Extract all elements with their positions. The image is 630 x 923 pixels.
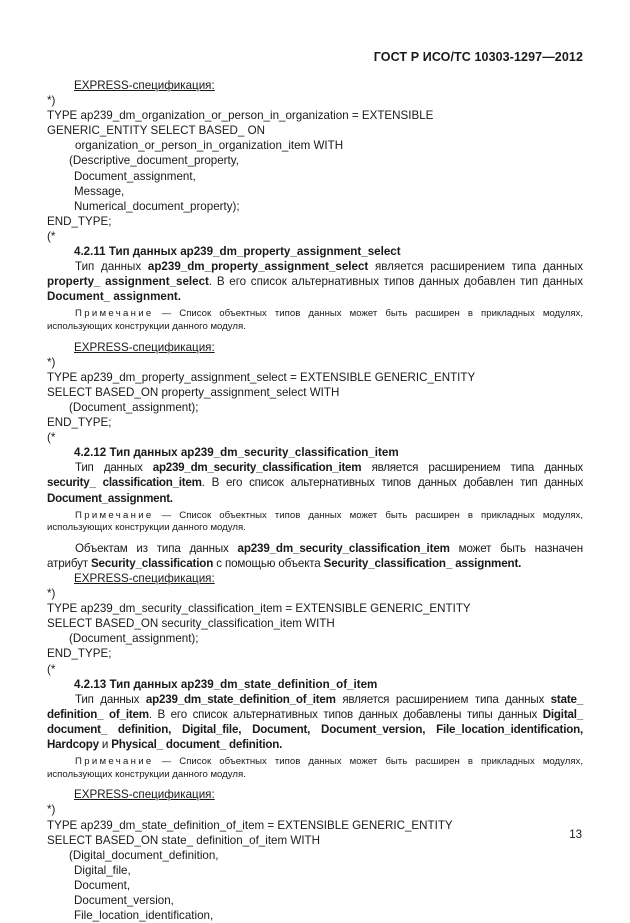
code-line: *) bbox=[47, 587, 56, 601]
express-label: EXPRESS-спецификация: bbox=[74, 340, 215, 354]
express-label: EXPRESS-спецификация: bbox=[74, 572, 215, 585]
express-label: EXPRESS-спецификация: bbox=[74, 79, 215, 92]
code-line: (* bbox=[47, 662, 56, 676]
code-line: organization_or_person_in_organization_item WITH bbox=[75, 139, 344, 153]
code-line: Message, bbox=[74, 184, 125, 198]
code-line: SELECT BASED_ON security_classification_item WITH bbox=[47, 617, 335, 631]
code-line: (Document_assignment); bbox=[69, 400, 199, 414]
code-line: Numerical_document_property); bbox=[74, 199, 240, 213]
code-line: *) bbox=[47, 355, 56, 369]
paragraph: Тип данных ap239_dm_property_assignment_select является расширением типа данных property_ assignment_select. В его список альтернативных типов данных добавлен тип данных Document_ assignment. bbox=[47, 260, 583, 304]
paragraph: Тип данных ap239_dm_state_definition_of_item является расширением типа данных state_ definition_ of_item. В его список альтернативных типов данных добавлены типы данных Digital_ document_ definition, Digital_file, Document, Document_version, File_location_identification, Hardcopy и Physical_ document_ definition. bbox=[47, 692, 583, 752]
code-line: Digital_file, bbox=[74, 863, 131, 877]
code-line: TYPE ap239_dm_security_classification_item = EXTENSIBLE GENERIC_ENTITY bbox=[47, 602, 471, 616]
code-line: Document, bbox=[74, 878, 131, 892]
code-line: TYPE ap239_dm_state_definition_of_item = EXTENSIBLE GENERIC_ENTITY bbox=[47, 818, 453, 832]
page-number: 13 bbox=[569, 829, 582, 841]
code-line: TYPE ap239_dm_organization_or_person_in_organization = EXTENSIBLE bbox=[47, 109, 434, 123]
code-line: TYPE ap239_dm_property_assignment_select = EXTENSIBLE GENERIC_ENTITY bbox=[47, 370, 476, 384]
page-content bbox=[47, 78, 583, 923]
section-title: 4.2.12 Тип данных ap239_dm_security_classification_item bbox=[74, 446, 399, 460]
code-line: (Document_assignment); bbox=[69, 632, 199, 646]
code-line: (* bbox=[47, 229, 56, 243]
code-line: (* bbox=[47, 431, 56, 445]
code-line: (Digital_document_definition, bbox=[69, 848, 219, 862]
code-line: SELECT BASED_ON state_ definition_of_item WITH bbox=[47, 833, 320, 847]
paragraph: Объектам из типа данных ap239_dm_security_classification_item может быть назначен атрибут Security_classification с помощью объекта Security_classification_ assignment. bbox=[47, 541, 583, 570]
code-line: GENERIC_ENTITY SELECT BASED_ ON bbox=[47, 124, 265, 138]
code-line: SELECT BASED_ON property_assignment_select WITH bbox=[47, 385, 340, 399]
note: Примечание — Список объектных типов данных может быть расширен в прикладных модулях, использующих конструкции данного модуля. bbox=[47, 509, 583, 534]
section-title: 4.2.11 Тип данных ap239_dm_property_assignment_select bbox=[74, 245, 401, 259]
paragraph: Тип данных ap239_dm_security_classification_item является расширением типа данных security_ classification_item. В его список альтернативных типов данных добавлен тип данных Document_assignment. bbox=[47, 461, 583, 505]
note: Примечание — Список объектных типов данных может быть расширен в прикладных модулях, использующих конструкции данного модуля. bbox=[47, 308, 583, 332]
code-line: File_location_identification, bbox=[74, 909, 214, 923]
code-line: END_TYPE; bbox=[47, 214, 112, 228]
note: Примечание — Список объектных типов данных может быть расширен в прикладных модулях, использующих конструкции данного модуля. bbox=[47, 756, 583, 780]
code-line: Document_assignment, bbox=[74, 169, 196, 183]
code-line: *) bbox=[47, 94, 56, 108]
section-title: 4.2.13 Тип данных ap239_dm_state_definition_of_item bbox=[74, 677, 378, 691]
code-line: Document_version, bbox=[74, 893, 174, 907]
code-line: *) bbox=[47, 803, 56, 817]
express-label: EXPRESS-спецификация: bbox=[74, 788, 215, 802]
code-line: (Descriptive_document_property, bbox=[69, 154, 239, 168]
document-header: ГОСТ Р ИСО/ТС 10303-1297—2012 bbox=[373, 50, 583, 64]
code-line: END_TYPE; bbox=[47, 416, 112, 430]
code-line: END_TYPE; bbox=[47, 647, 112, 661]
